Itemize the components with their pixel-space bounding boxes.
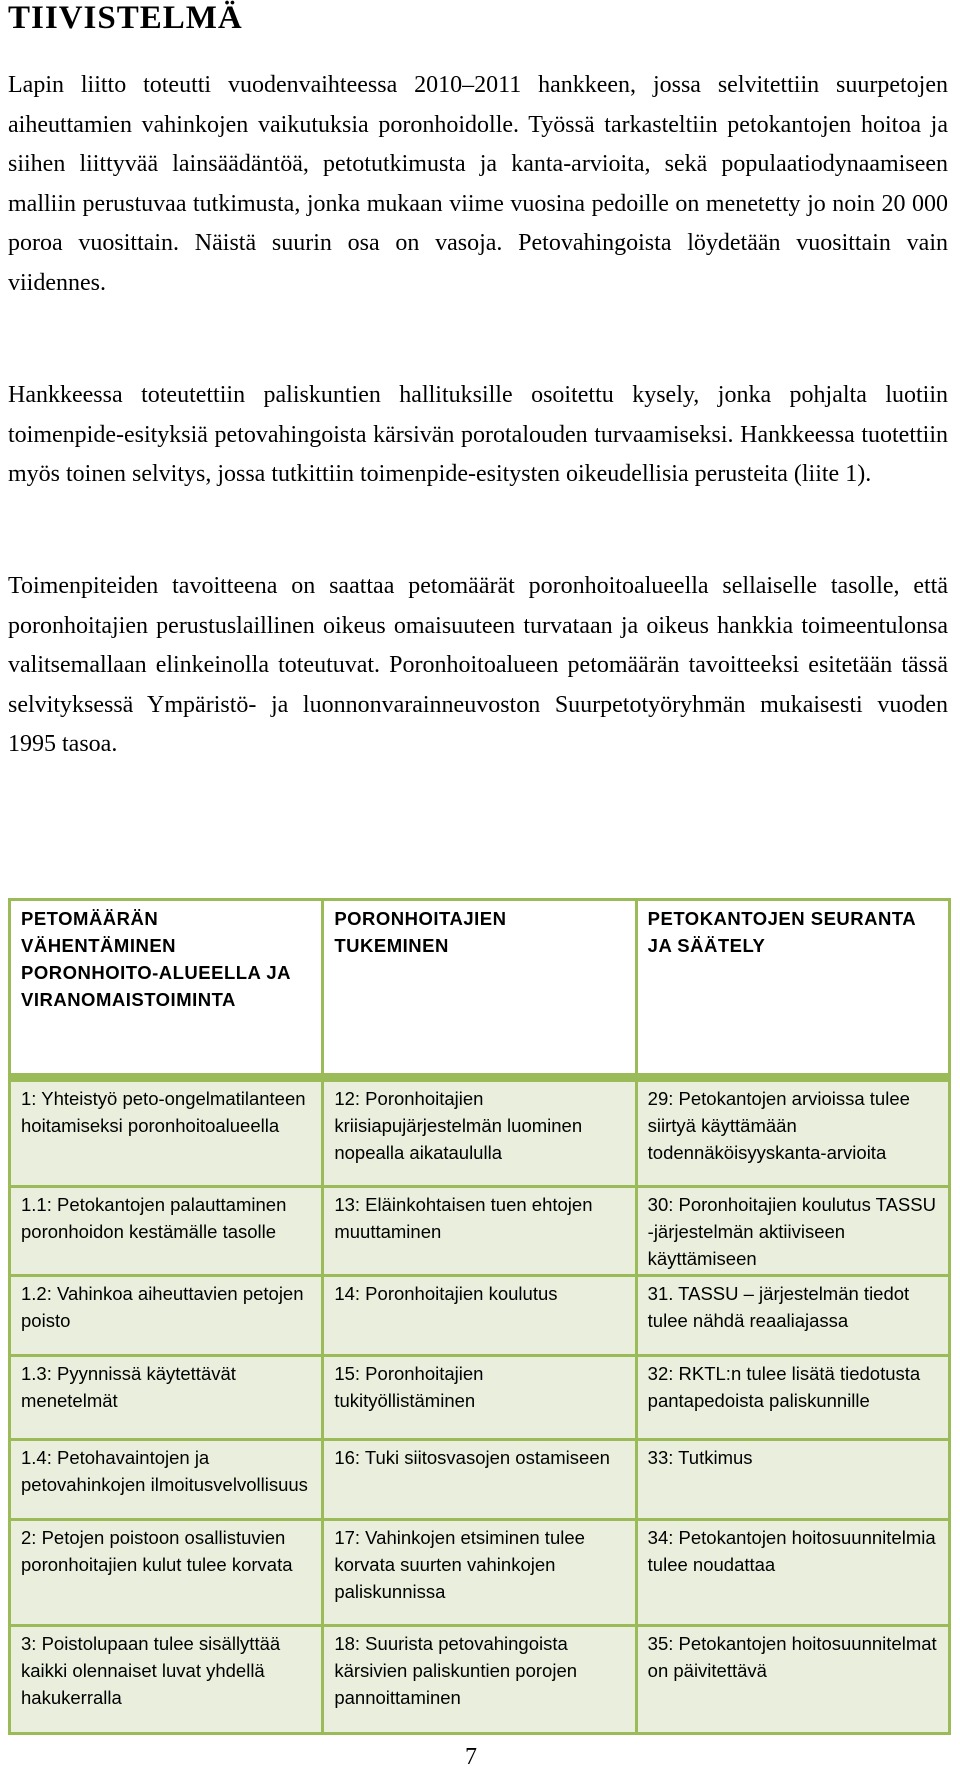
header-cell-3: PETOKANTOJEN SEURANTA JA SÄÄTELY — [636, 900, 949, 1077]
table-cell: 35: Petokantojen hoitosuunnitelmat on päivitettävä — [636, 1626, 949, 1734]
header-cell-1: PETOMÄÄRÄN VÄHENTÄMINEN PORONHOITO-ALUEELLA JA VIRANOMAISTOIMINTA — [10, 900, 323, 1077]
paragraph-2: Hankkeessa toteutettiin paliskuntien hallituksille osoitettu kysely, jonka pohjalta luotiin toimenpide-esityksiä petovahingoista kärsivän porotalouden turvaamiseksi. Hankkeessa tuotettiin myös toinen selvitys, jossa tutkittiin toimenpide-esitysten oikeudellisia perusteita (liite 1). — [8, 382, 948, 487]
table-cell: 18: Suurista petovahingoista kärsivien paliskuntien porojen pannoittaminen — [323, 1626, 636, 1734]
table-header-row — [10, 900, 950, 1077]
table-row — [10, 1187, 950, 1276]
table-row — [10, 1276, 950, 1356]
table-cell: 32: RKTL:n tulee lisätä tiedotusta pantapedoista paliskunnille — [636, 1356, 949, 1440]
table-cell: 1.2: Vahinkoa aiheuttavien petojen poisto — [10, 1276, 323, 1356]
table-row — [10, 1356, 950, 1440]
table-cell: 30: Poronhoitajien koulutus TASSU -järjestelmän aktiiviseen käyttämiseen — [636, 1187, 949, 1276]
table-cell: 3: Poistolupaan tulee sisällyttää kaikki olennaiset luvat yhdellä hakukerralla — [10, 1626, 323, 1734]
table-row — [10, 1626, 950, 1734]
table-cell: 1.3: Pyynnissä käytettävät menetelmät — [10, 1356, 323, 1440]
table-cell: 1.4: Petohavaintojen ja petovahinkojen ilmoitusvelvollisuus — [10, 1440, 323, 1520]
paragraph-3: Toimenpiteiden tavoitteena on saattaa petomäärät poronhoitoalueella sellaiselle tasolle, että poronhoitajien perustuslaillinen oikeus omaisuuteen turvataan ja oikeus hankkia toimeentulonsa valitsemallaan elinkeinolla toteutuvat. Poronhoitoalueen petomäärän tavoitteeksi esitetään tässä selvityksessä Ympäristö- ja luonnonvarainneuvoston Suurpetotyöryhmän mukaisesti vuoden 1995 tasoa. — [8, 573, 948, 757]
table-cell: 15: Poronhoitajien tukityöllistäminen — [323, 1356, 636, 1440]
page-title: TIIVISTELMÄ — [8, 0, 243, 36]
table-cell: 29: Petokantojen arvioissa tulee siirtyä käyttämään todennäköisyyskanta-arvioita — [636, 1081, 949, 1187]
table-cell: 2: Petojen poistoon osallistuvien poronhoitajien kulut tulee korvata — [10, 1520, 323, 1626]
page-number: 7 — [465, 1744, 477, 1770]
table-cell: 14: Poronhoitajien koulutus — [323, 1276, 636, 1356]
table-cell: 33: Tutkimus — [636, 1440, 949, 1520]
paragraph-1: Lapin liitto toteutti vuodenvaihteessa 2010–2011 hankkeen, jossa selvitettiin suurpetojen aiheuttamien vahinkojen vaikutuksia poronhoidolle. Työssä tarkasteltiin petokantojen hoitoa ja siihen liittyvää lainsäädäntöä, petotutkimusta ja kanta-arvioita, sekä populaatiodynaamiseen malliin perustuvaa tutkimusta, jonka mukaan viime vuosina pedoille on menetetty jo noin 20 000 poroa vuosittain. Näistä suurin osa on vasoja. Petovahingoista löydetään vuosittain vain viidennes. — [8, 72, 948, 296]
table-cell: 1: Yhteistyö peto-ongelmatilanteen hoitamiseksi poronhoitoalueella — [10, 1081, 323, 1187]
header-cell-2: PORONHOITAJIEN TUKEMINEN — [323, 900, 636, 1077]
table-row — [10, 1520, 950, 1626]
table-cell: 12: Poronhoitajien kriisiapujärjestelmän luominen nopealla aikataululla — [323, 1081, 636, 1187]
table-cell: 17: Vahinkojen etsiminen tulee korvata suurten vahinkojen paliskunnissa — [323, 1520, 636, 1626]
table-row — [10, 1440, 950, 1520]
table-cell: 13: Eläinkohtaisen tuen ehtojen muuttaminen — [323, 1187, 636, 1276]
table-cell: 16: Tuki siitosvasojen ostamiseen — [323, 1440, 636, 1520]
measures-table — [8, 898, 951, 1735]
table-row — [10, 1081, 950, 1187]
table-cell: 34: Petokantojen hoitosuunnitelmia tulee noudattaa — [636, 1520, 949, 1626]
table-cell: 1.1: Petokantojen palauttaminen poronhoidon kestämälle tasolle — [10, 1187, 323, 1276]
table-cell: 31. TASSU – järjestelmän tiedot tulee nähdä reaaliajassa — [636, 1276, 949, 1356]
